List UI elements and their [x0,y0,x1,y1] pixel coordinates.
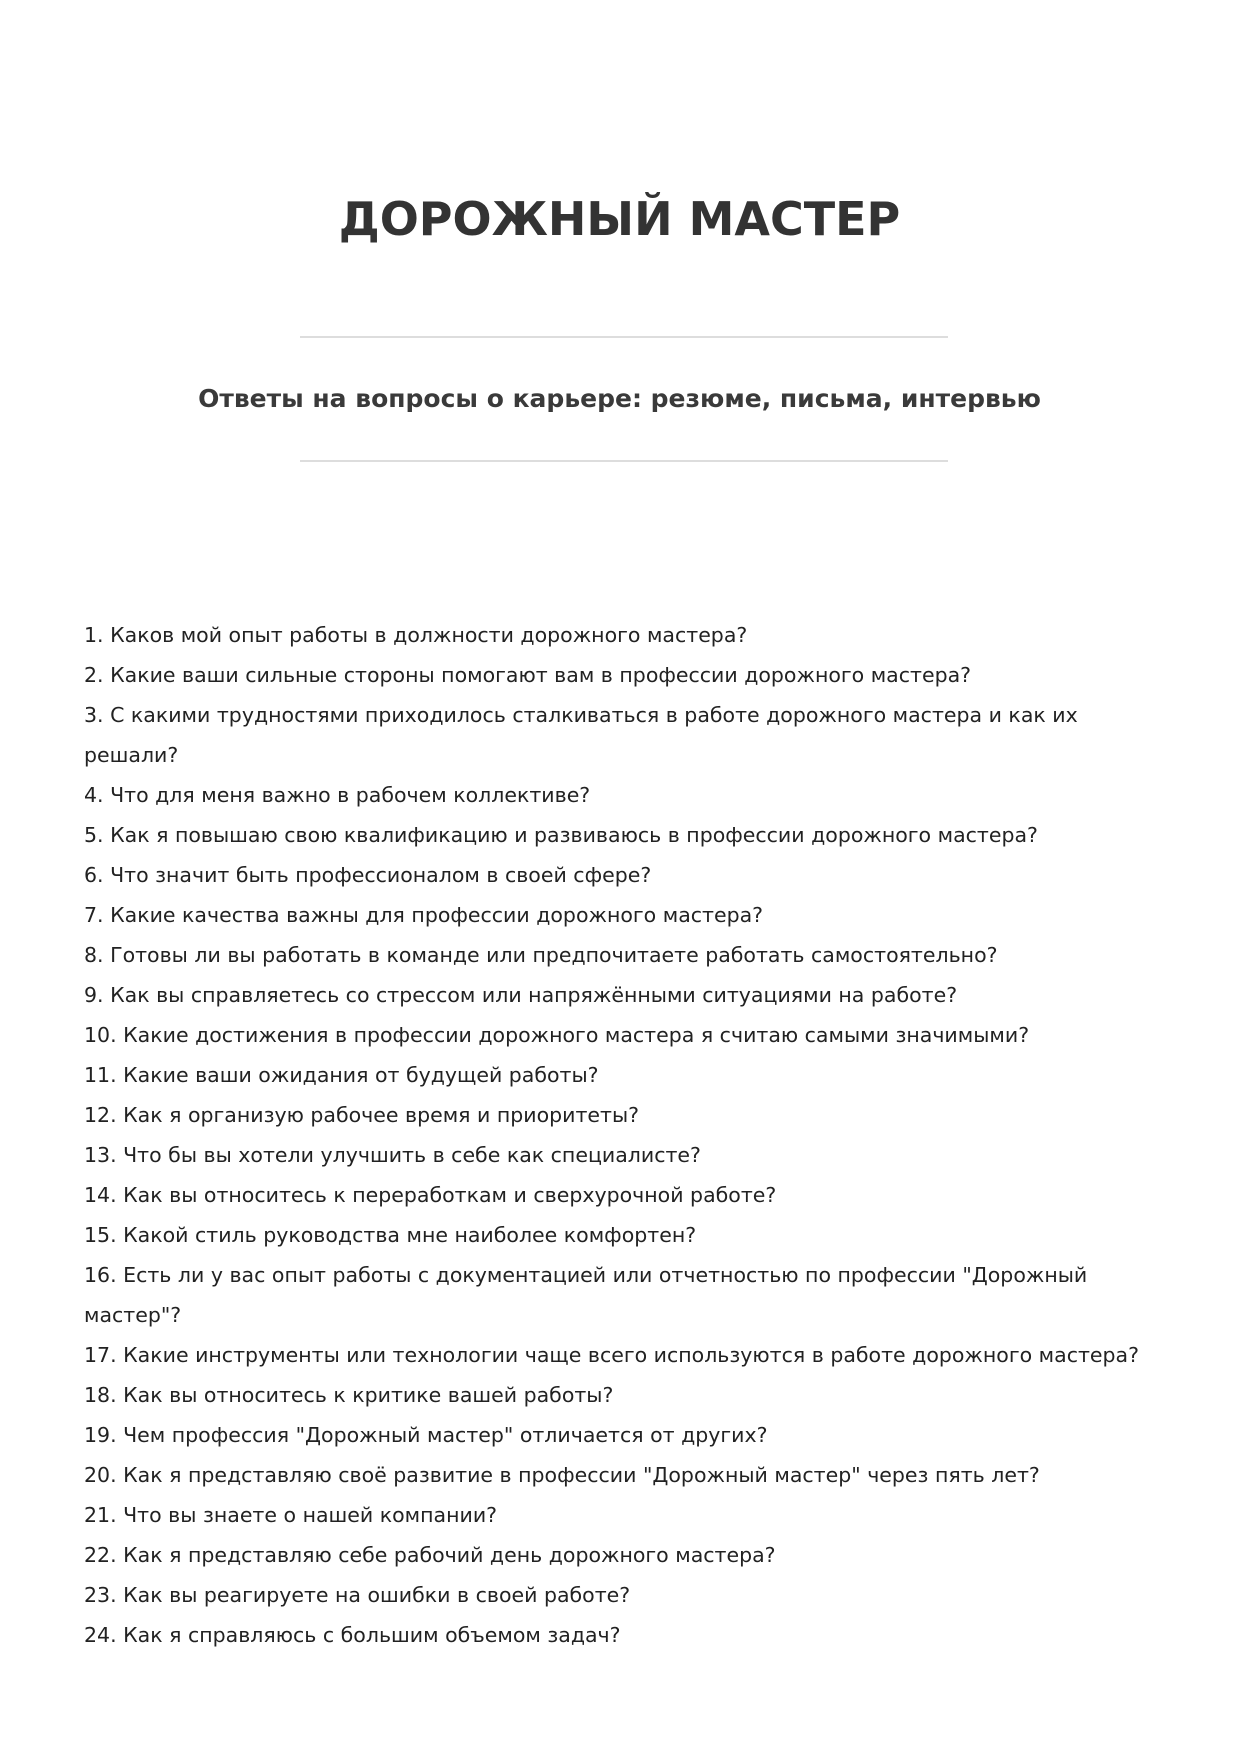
question-item: 21. Что вы знаете о нашей компании? [84,1503,498,1527]
page-subtitle: Ответы на вопросы о карьере: резюме, письма, интервью [198,384,1041,413]
question-item: 20. Как я представляю своё развитие в профессии "Дорожный мастер" через пять лет? [84,1463,1040,1487]
question-item: 5. Как я повышаю свою квалификацию и развиваюсь в профессии дорожного мастера? [84,823,1038,847]
question-item: 12. Как я организую рабочее время и приоритеты? [84,1103,640,1127]
question-item: 11. Какие ваши ожидания от будущей работы? [84,1063,599,1087]
page-title: ДОРОЖНЫЙ МАСТЕР [338,192,901,246]
question-item: 15. Какой стиль руководства мне наиболее комфортен? [84,1223,697,1247]
question-item: 24. Как я справляюсь с большим объемом задач? [84,1623,621,1647]
question-item: 23. Как вы реагируете на ошибки в своей работе? [84,1583,631,1607]
question-item: 8. Готовы ли вы работать в команде или предпочитаете работать самостоятельно? [84,943,998,967]
question-item: 6. Что значит быть профессионалом в своей сфере? [84,863,652,887]
question-item: 14. Как вы относитесь к переработкам и сверхурочной работе? [84,1183,777,1207]
question-item: 2. Какие ваши сильные стороны помогают вам в профессии дорожного мастера? [84,663,972,687]
question-item: 18. Как вы относитесь к критике вашей работы? [84,1383,614,1407]
question-item: 10. Какие достижения в профессии дорожного мастера я считаю самыми значимыми? [84,1023,1030,1047]
divider-bottom [300,460,948,462]
question-item: 19. Чем профессия "Дорожный мастер" отличается от других? [84,1423,768,1447]
question-item: 9. Как вы справляетесь со стрессом или напряжёнными ситуациями на работе? [84,983,958,1007]
question-item: 1. Каков мой опыт работы в должности дорожного мастера? [84,623,748,647]
question-item: 7. Какие качества важны для профессии дорожного мастера? [84,903,764,927]
question-item: 22. Как я представляю себе рабочий день дорожного мастера? [84,1543,776,1567]
divider-top [300,336,948,338]
question-item: 17. Какие инструменты или технологии чаще всего используются в работе дорожного мастера? [84,1343,1139,1367]
question-item: 16. Есть ли у вас опыт работы с документацией или отчетностью по профессии "Дорожный мастер"? [84,1263,1088,1327]
question-item: 3. С какими трудностями приходилось сталкиваться в работе дорожного мастера и как их решали? [84,703,1078,767]
questions-list [84,615,1159,1655]
question-item: 4. Что для меня важно в рабочем коллективе? [84,783,591,807]
question-item: 13. Что бы вы хотели улучшить в себе как специалисте? [84,1143,701,1167]
